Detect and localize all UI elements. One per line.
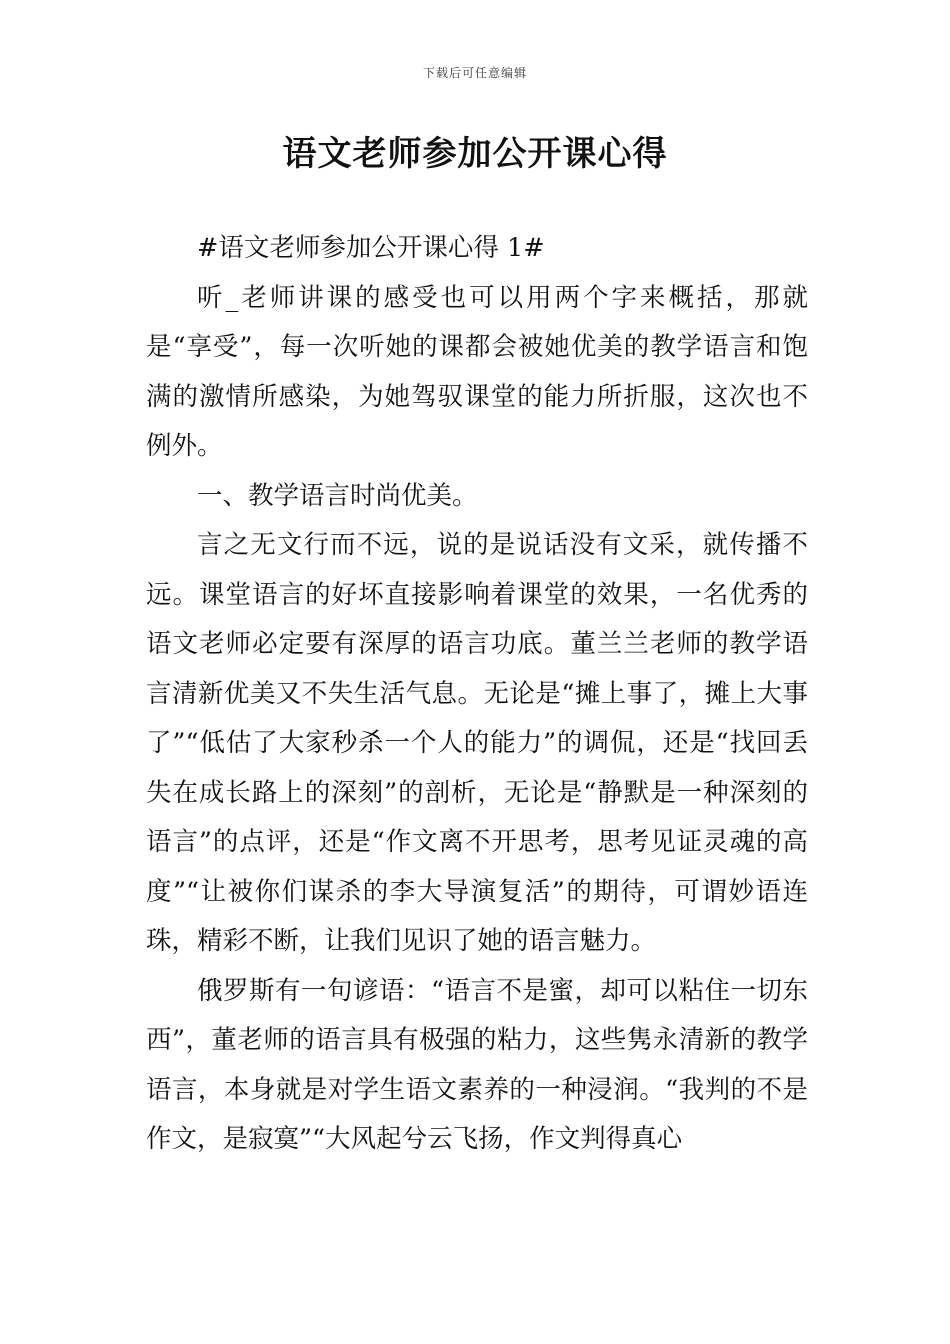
body-paragraph: 言之无文行而不远，说的是说话没有文采，就传播不远。课堂语言的好坏直接影响着课堂的效果，一名优秀的语文老师必定要有深厚的语言功底。董兰兰老师的教学语言清新优美又不失生活气息。无论是“摊上事了，摊上大事了”“低估了大家秒杀一个人的能力”的调侃，还是“找回丢失在成长路上的深刻”的剖析，无论是“静默是一种深刻的语言”的点评，还是“作文离不开思考，思考见证灵魂的高度”“让被你们谋杀的李大导演复活”的期待，可谓妙语连珠，精彩不断，让我们见识了她的语言魅力。 xyxy=(146,530,808,956)
subsection-heading: 一、教学语言时尚优美。 xyxy=(197,480,478,511)
document-title: 语文老师参加公开课心得 xyxy=(282,134,668,174)
body-paragraph: 听_老师讲课的感受也可以用两个字来概括，那就是“享受”，每一次听她的课都会被她优美的教学语言和饱满的激情所感染，为她驾驭课堂的能力所折服，这次也不例外。 xyxy=(146,282,808,461)
header-note: 下载后可任意编辑 xyxy=(422,66,527,80)
section-heading: #语文老师参加公开课心得 1# xyxy=(197,233,545,263)
document-body xyxy=(146,224,808,1165)
body-paragraph: 俄罗斯有一句谚语：“语言不是蜜，却可以粘住一切东西”，董老师的语言具有极强的粘力，这些隽永清新的教学语言，本身就是对学生语文素养的一种浸润。“我判的不是作文，是寂寞”“大风起兮云飞扬，作文判得真心 xyxy=(146,975,808,1154)
